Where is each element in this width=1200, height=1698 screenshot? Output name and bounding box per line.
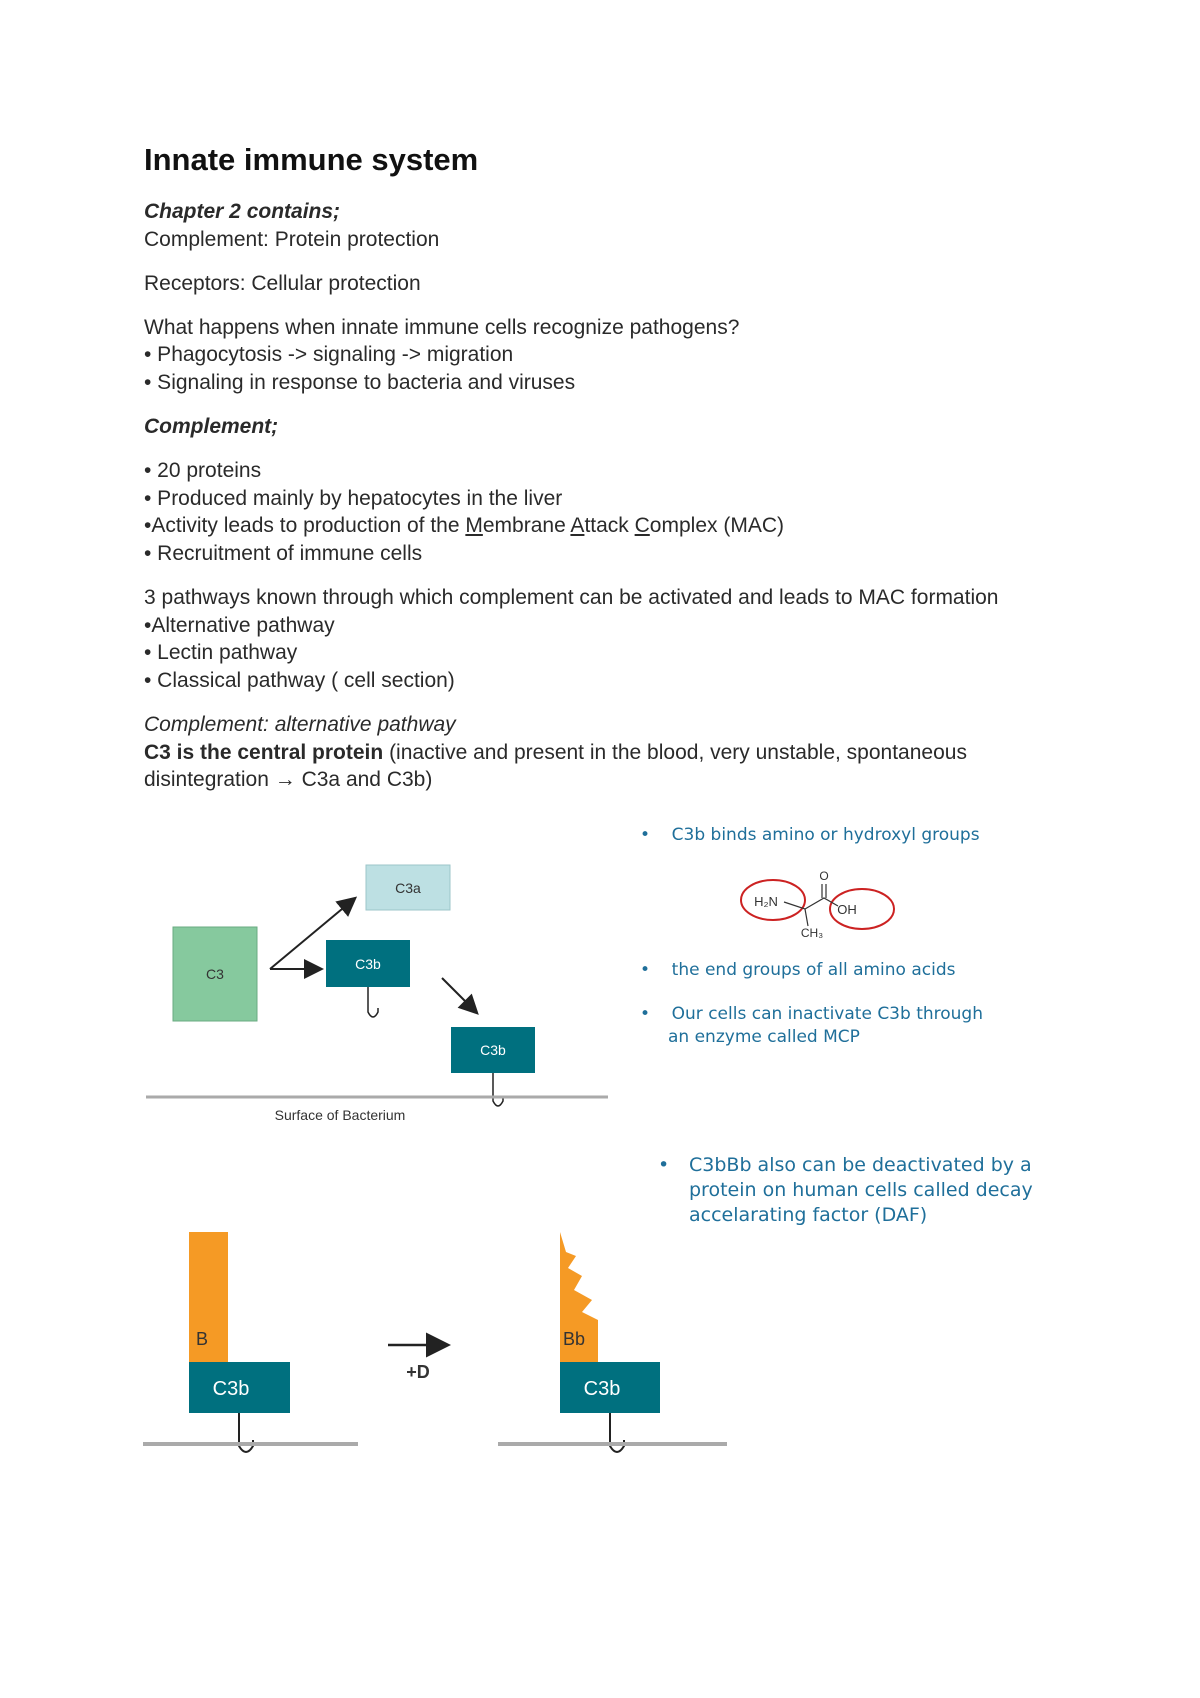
right-hook	[610, 1413, 624, 1452]
complement-bullet: • Produced mainly by hepatocytes in the liver	[144, 487, 563, 510]
note-mcp	[640, 1004, 983, 1024]
note-text: the end groups of all amino acids	[671, 960, 956, 980]
c3-box-label: C3	[206, 966, 224, 982]
mac-text-segment: ttack	[584, 514, 635, 537]
complement-heading: Complement;	[144, 415, 279, 438]
pathway-item: • Classical pathway ( cell section)	[144, 669, 455, 692]
mac-text-segment: embrane	[482, 514, 571, 537]
c3-central-rest: (inactive and present in the blood, very unstable, spontaneous	[383, 741, 967, 764]
amine-label: H₂N	[754, 894, 778, 909]
left-hook	[239, 1413, 253, 1452]
mac-text-segment: •Activity leads to production of the	[144, 514, 466, 537]
c3a-box-label: C3a	[395, 880, 421, 896]
arrow-to-surface	[442, 978, 476, 1012]
intro-line-complement: Complement: Protein protection	[144, 228, 440, 251]
c3-disintegration-line: disintegration → C3a and C3b)	[144, 768, 433, 791]
pathway-item: •Alternative pathway	[144, 614, 335, 637]
mac-text-segment: M	[465, 514, 483, 537]
c3b-bound-box-label: C3b	[480, 1042, 506, 1058]
methyl-label: CH₃	[800, 926, 824, 940]
mac-text-segment: omplex (MAC)	[649, 514, 784, 537]
factor-d-label: +D	[406, 1362, 430, 1382]
factor-bb-label: Bb	[563, 1329, 586, 1349]
c3-central-bold: C3 is the central protein	[144, 741, 384, 764]
surface-label: Surface of Bacterium	[274, 1107, 406, 1123]
note-daf-line: accelarating factor (DAF)	[689, 1204, 928, 1226]
carbonyl-bond	[822, 884, 826, 898]
factor-b-label: B	[196, 1329, 209, 1349]
mac-text-segment: A	[570, 514, 585, 537]
chapter-heading: Chapter 2 contains;	[144, 200, 341, 223]
note-text: Our cells can inactivate C3b through	[671, 1004, 983, 1024]
c3b-box-label: C3b	[355, 956, 381, 972]
note-daf	[658, 1153, 669, 1178]
c3b-left-label: C3b	[212, 1378, 250, 1400]
note-mcp-cont: an enzyme called MCP	[668, 1027, 860, 1047]
intro-bullet: • Phagocytosis -> signaling -> migration	[144, 343, 514, 366]
complement-bullet: • 20 proteins	[144, 459, 262, 482]
bullet-dot: •	[640, 960, 651, 980]
pathways-intro: 3 pathways known through which complement can be activated and leads to MAC formation	[144, 586, 999, 609]
alt-pathway-heading: Complement: alternative pathway	[144, 713, 456, 736]
c3b-right-label: C3b	[583, 1378, 621, 1400]
complement-bullet: • Recruitment of immune cells	[144, 542, 423, 565]
intro-line-receptors: Receptors: Cellular protection	[144, 272, 421, 295]
note-text: C3b binds amino or hydroxyl groups	[671, 825, 980, 845]
bullet-dot: •	[640, 825, 651, 845]
note-daf-line: C3bBb also can be deactivated by a	[689, 1154, 1032, 1176]
factor-b-box	[189, 1232, 228, 1362]
intro-question: What happens when innate immune cells recognize pathogens?	[144, 316, 740, 339]
note-daf-line: protein on human cells called decay	[689, 1179, 1033, 1201]
mac-text-segment: C	[634, 514, 650, 537]
bullet-dot: •	[658, 1154, 670, 1176]
methyl-bond	[805, 909, 808, 926]
note-end-groups	[640, 960, 956, 980]
pathway-item: • Lectin pathway	[144, 641, 298, 664]
intro-bullet: • Signaling in response to bacteria and viruses	[144, 371, 576, 394]
page-title: Innate immune system	[144, 142, 479, 177]
bullet-dot: •	[640, 1004, 651, 1024]
oxygen-label: O	[819, 869, 829, 883]
bound-hook	[493, 1073, 503, 1106]
note-c3b-binds	[640, 825, 980, 845]
hydroxyl-label: OH	[837, 902, 857, 917]
thioester-hook	[368, 987, 378, 1017]
